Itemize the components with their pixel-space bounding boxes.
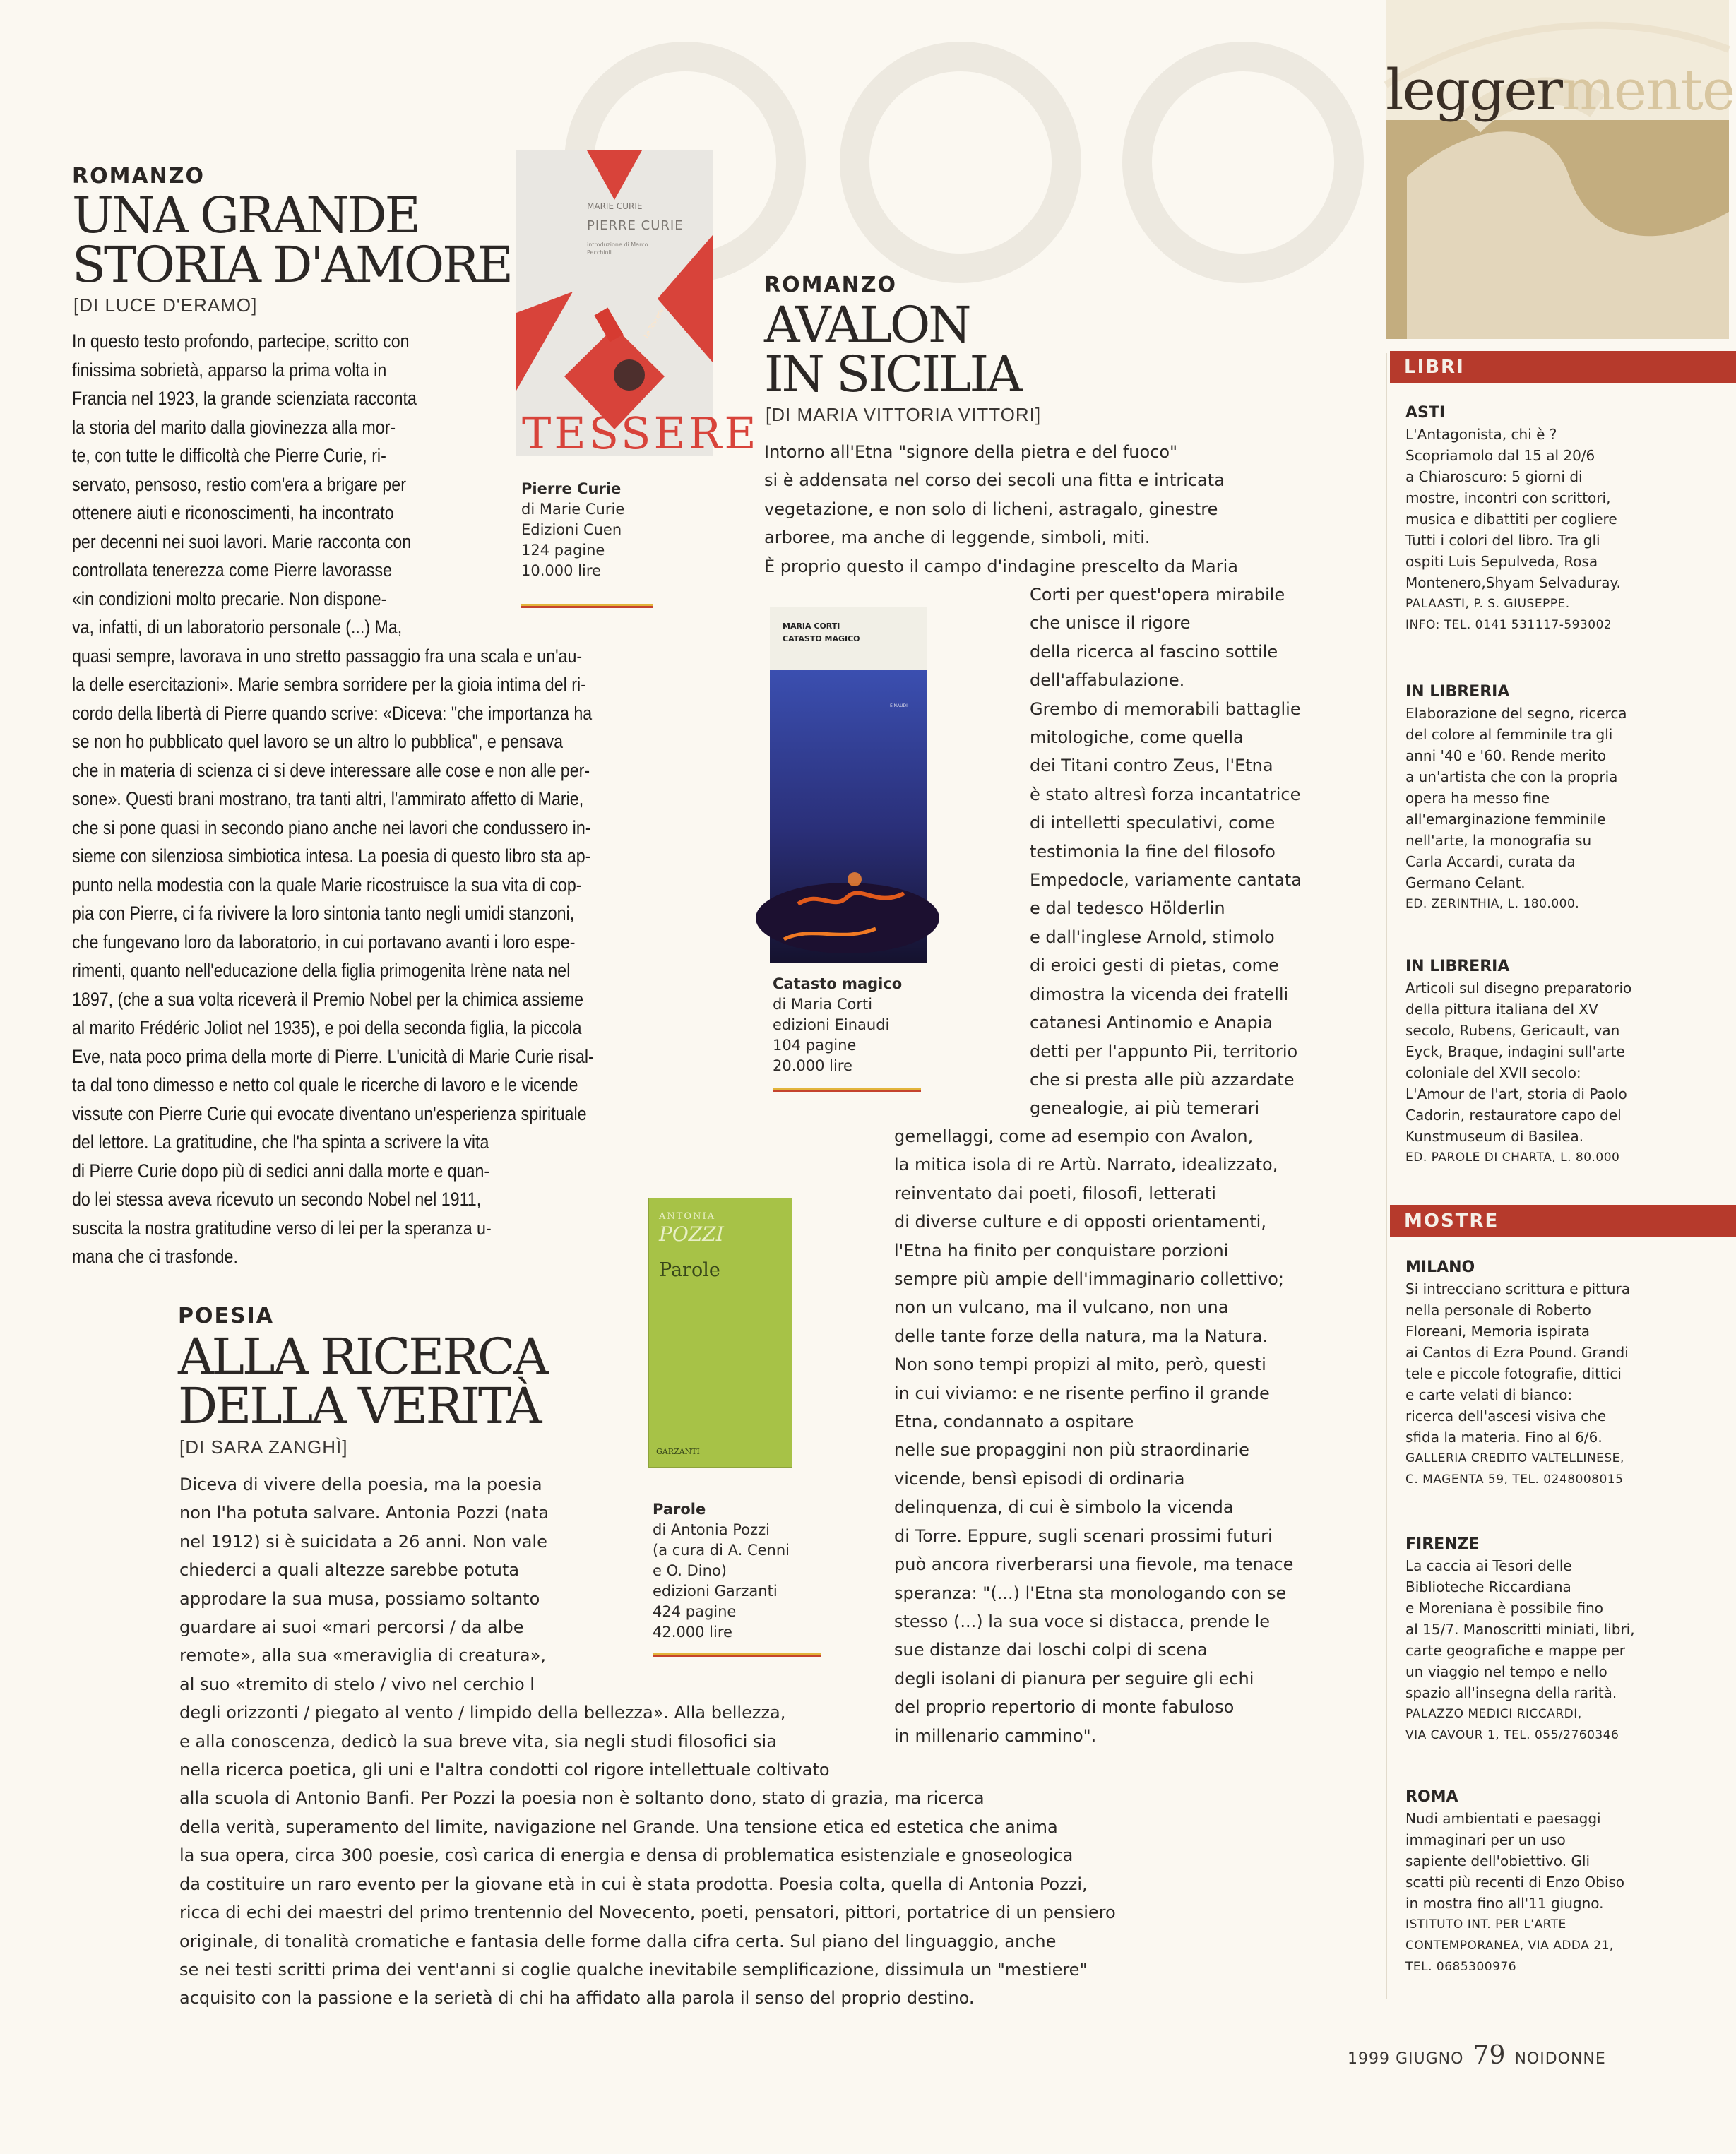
article2-body-line: Grembo di memorabili battaglie — [1030, 698, 1301, 719]
book2-cover — [770, 607, 927, 963]
book3-caption-title: Parole — [653, 1501, 706, 1518]
book2-cover-title: CATASTO MAGICO — [783, 634, 860, 643]
article1-body-line: Eve, nata poco prima della morte di Pierre. L'unicità di Marie Curie risal- — [72, 1045, 594, 1067]
article2-body-line: del proprio repertorio di monte fabuloso — [894, 1697, 1235, 1718]
sidebar-text-line: L'Antagonista, chi è ? — [1405, 426, 1557, 443]
article3-body-line: degli orizzonti / piegato al vento / limpido della bellezza». Alla bellezza, — [179, 1703, 786, 1723]
sidebar-roma-text — [1405, 1808, 1624, 1977]
book2-caption-pages: 104 pagine — [773, 1037, 857, 1054]
article2-body-line: di eroici gesti di pietas, come — [1030, 956, 1279, 976]
sidebar-text-line: ospiti Luis Sepulveda, Rosa — [1405, 553, 1598, 570]
article1-title-line: UNA GRANDE — [72, 186, 419, 244]
article3-body-line: la sua opera, circa 300 poesie, così carica di energia e densa di problematica esistenziale e gnoseologica — [179, 1845, 1074, 1866]
sidebar-info-line: GALLERIA CREDITO VALTELLINESE, — [1405, 1451, 1624, 1465]
article1-body-line: servato, pensoso, restio com'era a brigare per — [72, 473, 406, 495]
sidebar-asti — [1405, 403, 1621, 636]
article1-body-line: controllata tenerezza come Pierre lavorasse — [72, 559, 393, 581]
book3-caption-bar — [653, 1653, 821, 1657]
article2-body-line: sempre più ampie dell'immaginario collettivo; — [894, 1269, 1284, 1290]
article2-body-line: dimostra la vicenda dei fratelli — [1030, 984, 1289, 1004]
article3-body-line: originale, di tonalità cromatiche e fantasia delle forme dalla cifra certa. Sul piano del linguaggio, anche — [179, 1931, 1057, 1951]
article3-body-line: alla scuola di Antonio Banfi. Per Pozzi la poesia non è soltanto dono, stato di grazia, ma ricerca — [179, 1788, 985, 1809]
article2-body-line: degli isolani di pianura per seguire gli echi — [894, 1668, 1254, 1689]
article1-body-line: 1897, (che a sua volta riceverà il Premio Nobel per la chimica assieme — [72, 988, 584, 1010]
brand-word-light: mente — [1561, 57, 1735, 123]
article1-byline: [DI LUCE D'ERAMO] — [73, 294, 258, 316]
article2-body-line: di diverse culture e di opposti orientamenti, — [894, 1212, 1266, 1232]
sidebar-text-line: Eyck, Braque, indagini sull'arte — [1405, 1043, 1625, 1060]
article1-title — [72, 186, 511, 294]
article1-body-line: te, con tutte le difficoltà che Pierre Curie, ri- — [72, 445, 386, 466]
sidebar-text-line: Germano Celant. — [1405, 874, 1526, 891]
sidebar-text-line: del colore al femminile tra gli — [1405, 726, 1613, 743]
article2-body-line: testimonia la fine del filosofo — [1030, 841, 1276, 862]
article1-body-line: sieme con silenziosa simbiotica intesa. La poesia di questo libro sta ap- — [72, 845, 591, 867]
article2-title-line: IN SICILIA — [764, 345, 1021, 403]
article2-body-line: di Torre. Eppure, sugli scenari prossimi futuri — [894, 1525, 1273, 1546]
sidebar-firenze-title: FIRENZE — [1405, 1535, 1480, 1553]
article1-body-line: ottenere aiuti e riconoscimenti, ha incontrato — [72, 502, 394, 523]
article1-body-line: per decenni nei suoi lavori. Marie racconta con — [72, 530, 412, 552]
sidebar-text-line: coloniale del XVII secolo: — [1405, 1064, 1581, 1081]
sidebar-text-line: tele e piccole fotografie, dittici — [1405, 1365, 1622, 1382]
sidebar-text-line: opera ha messo fine — [1405, 790, 1550, 807]
article2-title-line: AVALON — [764, 296, 970, 354]
article3-body-line: guardare ai suoi «mari percorsi / da albe — [179, 1617, 524, 1638]
article3-body-line: remote», alla sua «meraviglia di creatura», — [179, 1646, 546, 1666]
article1-body-line: la storia del marito dalla giovinezza alla mor- — [72, 416, 396, 438]
article2-body-line: in cui viviamo: e ne risente perfino il grande — [894, 1383, 1270, 1403]
article3-body-line: della verità, superamento del limite, navigazione nel Grande. Una tensione etica ed estetica che anima — [179, 1816, 1058, 1837]
sidebar-milano-text — [1405, 1278, 1630, 1490]
book3-cover-publisher: GARZANTI — [656, 1447, 700, 1456]
sidebar-text-line: La caccia ai Tesori delle — [1405, 1557, 1572, 1574]
sidebar-text-line: ai Cantos di Ezra Pound. Grandi — [1405, 1344, 1629, 1361]
article2-body-line: la mitica isola di re Artù. Narrato, idealizzato, — [894, 1155, 1278, 1175]
article2-body-line: dei Titani contro Zeus, l'Etna — [1030, 756, 1273, 776]
article1-body-line: mana che ci trasfonde. — [72, 1246, 238, 1267]
article2-body-line: vicende, bensì episodi di ordinaria — [894, 1468, 1185, 1489]
article2-body-line: stesso (...) la sua voce si distacca, prende le — [894, 1611, 1271, 1631]
article2-body-line: può ancora riverberarsi una fievole, ma tenace — [894, 1554, 1294, 1575]
sidebar-asti-title: ASTI — [1405, 404, 1446, 422]
article3-kicker: POESIA — [178, 1304, 274, 1328]
article1-body-line: cordo della libertà di Pierre quando scrive: «Diceva: "che importanza ha — [72, 702, 593, 724]
sidebar-info-line: TEL. 0685300976 — [1405, 1960, 1517, 1974]
book3-cover — [648, 1198, 792, 1468]
article3-title-line: DELLA VERITÀ — [178, 1377, 540, 1435]
article1-body-line: va, infatti, di un laboratorio personale (...) Ma, — [72, 617, 403, 638]
book1-cover-series: TESSERE — [522, 407, 759, 459]
sidebar-text-line: nell'arte, la monografia su — [1405, 832, 1592, 849]
sidebar-firenze-text — [1405, 1555, 1635, 1746]
article1-body-line: do lei stessa aveva ricevuto un secondo Nobel nel 1911, — [72, 1189, 482, 1210]
sidebar-info-line: PALAZZO MEDICI RICCARDI, — [1405, 1707, 1582, 1721]
book3-caption-author: di Antonia Pozzi — [653, 1521, 770, 1538]
sidebar-info-line: INFO: TEL. 0141 531117-593002 — [1405, 618, 1612, 632]
book3-caption-publisher: edizioni Garzanti — [653, 1583, 778, 1600]
sidebar-text-line: in mostra fino all'11 giugno. — [1405, 1895, 1604, 1912]
sidebar-header-libri: LIBRI — [1390, 351, 1736, 383]
footer-date: 1999 GIUGNO — [1348, 2050, 1464, 2068]
book2-caption-bar — [773, 1088, 921, 1092]
article2-byline: [DI MARIA VITTORIA VITTORI] — [766, 404, 1042, 425]
book1-cover-title: PIERRE CURIE — [587, 218, 684, 233]
sidebar-text-line: sapiente dell'obiettivo. Gli — [1405, 1852, 1591, 1869]
book3-cover-author2: POZZI — [659, 1222, 724, 1246]
article2-body-line: nelle sue propaggini non più straordinarie — [894, 1440, 1249, 1460]
sidebar-info-line: ED. PAROLE DI CHARTA, L. 80.000 — [1405, 1150, 1620, 1165]
article3-body — [179, 1470, 1116, 2013]
article1-body-line: quasi sempre, lavorava in uno stretto passaggio fra una scala e un'au- — [72, 645, 583, 667]
article1-body-line: di Pierre Curie dopo più di sedici anni dalla morte e quan- — [72, 1160, 490, 1182]
sidebar-text-line: un viaggio nel tempo e nello — [1405, 1663, 1607, 1680]
masthead-ornament — [1386, 0, 1729, 339]
book2-caption — [773, 974, 902, 1076]
article1-body-line: rimenti, quanto nell'educazione della figlia primogenita Irène nata nel — [72, 960, 571, 981]
sidebar-libreria1 — [1405, 682, 1627, 915]
article2-body-line: catanesi Antinomio e Anapia — [1030, 1013, 1273, 1033]
sidebar-milano — [1405, 1257, 1630, 1490]
article3-body-line: non l'ha potuta salvare. Antonia Pozzi (nata — [179, 1503, 549, 1523]
article2-body-line: non un vulcano, ma il vulcano, non una — [894, 1297, 1229, 1318]
article2-body-line: Corti per quest'opera mirabile — [1030, 585, 1285, 605]
page-footer — [1348, 2041, 1606, 2070]
book1-caption-pages: 124 pagine — [521, 542, 605, 559]
article2-body-line: gemellaggi, come ad esempio con Avalon, — [894, 1126, 1254, 1146]
book3-caption — [653, 1499, 790, 1643]
sidebar-text-line: ricerca dell'ascesi visiva che — [1405, 1408, 1607, 1424]
book2-caption-title: Catasto magico — [773, 975, 903, 992]
book1-caption-author: di Marie Curie — [521, 501, 625, 518]
sidebar-text-line: all'emarginazione femminile — [1405, 811, 1606, 828]
book1-cover-author: MARIE CURIE — [587, 201, 643, 211]
sidebar-libreria1-text — [1405, 703, 1627, 915]
article1-body-line: sone». Questi brani mostrano, tra tanti altri, l'ammirato affetto di Marie, — [72, 788, 584, 809]
article1-body-line: vissute con Pierre Curie qui evocate diventano un'esperienza spirituale — [72, 1102, 587, 1124]
article2-body-intro — [764, 438, 1238, 581]
sidebar-text-line: scatti più recenti di Enzo Obiso — [1405, 1874, 1625, 1891]
article3-body-line: se nei testi scritti prima dei vent'anni si coglie qualche inevitabile semplificazione, dissimula un "mestiere" — [179, 1959, 1088, 1980]
book2-caption-author: di Maria Corti — [773, 996, 873, 1013]
article2-body-line: della ricerca al fascino sottile — [1030, 641, 1278, 662]
sidebar-text-line: musica e dibattiti per cogliere — [1405, 511, 1617, 528]
sidebar-text-line: della pittura italiana del XV — [1405, 1001, 1598, 1018]
book1-caption-title: Pierre Curie — [521, 480, 622, 497]
sidebar-text-line: immaginari per un uso — [1405, 1831, 1566, 1848]
article2-body-line: l'Etna ha finito per conquistare porzioni — [894, 1240, 1229, 1261]
book3-cover-title: Parole — [659, 1259, 720, 1281]
book2-cover-author: MARIA CORTI — [783, 621, 840, 631]
book3-caption-editor: (a cura di A. Cenni — [653, 1542, 790, 1559]
sidebar-info-line: ED. ZERINTHIA, L. 180.000. — [1405, 897, 1580, 911]
book1-cover-sub: introduzione di Marco Pecchioli — [587, 242, 648, 256]
sidebar-text-line: Biblioteche Riccardiana — [1405, 1578, 1571, 1595]
article2-body-line: che si presta alle più azzardate — [1030, 1069, 1295, 1090]
article1-body-line: «in condizioni molto precarie. Non dispone- — [72, 588, 387, 609]
sidebar-text-line: Montenero,Shyam Selvaduray. — [1405, 574, 1621, 591]
sidebar-roma — [1405, 1787, 1624, 1977]
article2-body-line: È proprio questo il campo d'indagine prescelto da Maria — [764, 556, 1238, 576]
sidebar-milano-title: MILANO — [1405, 1259, 1475, 1276]
sidebar-text-line: Articoli sul disegno preparatorio — [1405, 980, 1632, 996]
sidebar-info-line: ISTITUTO INT. PER L'ARTE — [1405, 1917, 1566, 1932]
article2-body-line: sue distanze dai loschi colpi di scena — [894, 1640, 1208, 1660]
sidebar-text-line: a Chiaroscuro: 5 giorni di — [1405, 468, 1583, 485]
article1-body-line: la delle esercitazioni». Marie sembra sorridere per la gioia intima del ri- — [72, 674, 586, 695]
article1-body-line: finissima sobrietà, apparso la prima volta in — [72, 359, 387, 381]
sidebar-libreria1-title: IN LIBRERIA — [1405, 683, 1510, 701]
article2-body-line: in millenario cammino". — [894, 1725, 1097, 1746]
sidebar-text-line: Kunstmuseum di Basilea. — [1405, 1128, 1584, 1145]
book1-caption-price: 10.000 lire — [521, 562, 601, 579]
article1-body-line: suscita la nostra gratitudine verso di lei per la speranza u- — [72, 1217, 492, 1239]
article1-title-line: STORIA D'AMORE — [72, 236, 511, 294]
footer-page-number: 79 — [1473, 2041, 1506, 2070]
article1-body — [72, 327, 594, 1271]
article2-body-line: e dall'inglese Arnold, stimolo — [1030, 927, 1275, 947]
sidebar-text-line: mostre, incontri con scrittori, — [1405, 489, 1611, 506]
article2-body-line: mitologiche, come quella — [1030, 727, 1244, 748]
article2-body-line: Empedocle, variamente cantata — [1030, 870, 1302, 891]
book3-caption-price: 42.000 lire — [653, 1624, 732, 1641]
article2-body-line: e dal tedesco Hölderlin — [1030, 898, 1225, 919]
article2-body-line: che unisce il rigore — [1030, 613, 1191, 633]
sidebar-text-line: Scopriamolo dal 15 al 20/6 — [1405, 447, 1595, 464]
sidebar-roma-title: ROMA — [1405, 1788, 1458, 1806]
article1-body-line: che si pone quasi in secondo piano anche nei lavori che condussero in- — [72, 816, 591, 838]
sidebar-text-line: carte geografiche e mappe per — [1405, 1642, 1625, 1659]
sidebar-asti-text — [1405, 424, 1621, 636]
book1-caption — [521, 479, 624, 581]
sidebar-text-line: a un'artista che con la propria — [1405, 768, 1618, 785]
article1-body-line: In questo testo profondo, partecipe, scritto con — [72, 331, 410, 352]
sidebar-text-line: e carte velati di bianco: — [1405, 1386, 1573, 1403]
sidebar-text-line: Carla Accardi, curata da — [1405, 853, 1576, 870]
article2-body-right — [1030, 581, 1302, 1123]
article2-body-line: Intorno all'Etna "signore della pietra e del fuoco" — [764, 442, 1178, 462]
article3-title — [178, 1328, 547, 1435]
sidebar-text-line: al 15/7. Manoscritti miniati, libri, — [1405, 1621, 1635, 1638]
sidebar-info-line: VIA CAVOUR 1, TEL. 055/2760346 — [1405, 1728, 1619, 1742]
sidebar-text-line: Tutti i colori del libro. Tra gli — [1405, 532, 1600, 549]
article2-body-line: arboree, ma anche di leggende, simboli, miti. — [764, 528, 1151, 548]
article3-body-line: chiederci a quali altezze sarebbe potuta — [179, 1560, 520, 1581]
article2-body-line: genealogie, ai più temerari — [1030, 1098, 1260, 1119]
article3-body-line: ricca di echi dei maestri del primo trentennio del Novecento, poeti, pensatori, pittori, portatrice di un pensiero — [179, 1903, 1116, 1923]
sidebar-text-line: Si intrecciano scrittura e pittura — [1405, 1280, 1630, 1297]
article3-body-line: Diceva di vivere della poesia, ma la poesia — [179, 1475, 542, 1494]
book3-caption-pages: 424 pagine — [653, 1603, 737, 1620]
sidebar-libreria2 — [1405, 956, 1631, 1168]
sidebar-libreria2-text — [1405, 977, 1631, 1168]
book3-cover-author: ANTONIA — [659, 1211, 715, 1222]
sidebar-text-line: e Moreniana è possibile fino — [1405, 1600, 1603, 1617]
sidebar-text-line: Floreani, Memoria ispirata — [1405, 1323, 1591, 1340]
article3-body-line: acquisito con la passione e la serietà di chi ha affidato alla parola il senso del proprio destino. — [179, 1988, 975, 2009]
sidebar-text-line: anni '40 e '60. Rende merito — [1405, 747, 1607, 764]
article3-byline: [DI SARA ZANGHÌ] — [179, 1436, 348, 1458]
article2-body-line: delle tante forze della natura, ma la Natura. — [894, 1326, 1268, 1346]
article2-kicker: ROMANZO — [764, 273, 898, 297]
book2-caption-publisher: edizioni Einaudi — [773, 1016, 890, 1033]
sidebar-info-line: PALAASTI, P. S. GIUSEPPE. — [1405, 597, 1570, 611]
article3-body-line: nella ricerca poetica, gli uni e l'altra condotti col rigore intellettuale coltivato — [179, 1760, 830, 1780]
book1-caption-bar — [521, 604, 653, 608]
sidebar-text-line: sfida la materia. Fino al 6/6. — [1405, 1429, 1603, 1446]
article2-body-line: di intelletti speculativi, come — [1030, 813, 1276, 833]
sidebar-rule — [1386, 353, 1387, 1999]
book1-caption-publisher: Edizioni Cuen — [521, 521, 622, 538]
book2-caption-price: 20.000 lire — [773, 1057, 852, 1074]
article2-body-line: reinventato dai poeti, filosofi, letterati — [894, 1183, 1216, 1203]
book1-cover — [516, 150, 759, 459]
article3-body-line: da costituire un raro evento per la giovane età in cui è stata prodotta. Poesia colta, quella di Antonia Pozzi, — [179, 1874, 1088, 1894]
sidebar-info-line: C. MAGENTA 59, TEL. 0248008015 — [1405, 1472, 1624, 1487]
sidebar-text-line: Cadorin, restauratore capo del — [1405, 1107, 1622, 1124]
article1-body-line: punto nella modestia con la quale Marie ricostruisce la sua vita di cop- — [72, 874, 582, 895]
article2-body-line: delinquenza, di cui è simbolo la vicenda — [894, 1497, 1234, 1518]
sidebar-header-mostre: MOSTRE — [1390, 1205, 1736, 1237]
article3-body-line: al suo «tremito di stelo / vivo nel cerchio l — [179, 1674, 535, 1694]
article2-body-line: si è addensata nel corso dei secoli una fitta e intricata — [764, 470, 1225, 491]
book2-cover-publisher: EINAUDI — [890, 703, 908, 708]
sidebar-libreria2-title: IN LIBRERIA — [1405, 958, 1510, 975]
sidebar-text-line: Elaborazione del segno, ricerca — [1405, 705, 1627, 722]
sidebar-text-line: secolo, Rubens, Gericault, van — [1405, 1022, 1620, 1039]
book2-cover-art — [770, 607, 927, 963]
article2-body-line: è stato altresì forza incantatrice — [1030, 784, 1301, 804]
book1-cover-badge: Le Tessere — [643, 307, 666, 340]
article1-body-line: Francia nel 1923, la grande scienziata racconta — [72, 388, 417, 409]
sidebar-text-line: Nudi ambientati e paesaggi — [1405, 1810, 1601, 1827]
article1-body-line: che in materia di scienza ci si deve interessare alle cose e non alle per- — [72, 759, 590, 781]
article3-body-line: e alla conoscenza, dedicò la sua breve vita, sia negli studi filosofici sia — [179, 1731, 777, 1751]
article2-body-line: detti per l'appunto Pii, territorio — [1030, 1041, 1298, 1061]
section-masthead — [1386, 0, 1735, 339]
article1-body-line: ta dal tono dimesso e netto col quale le ricerche di lavoro e le vicende — [72, 1074, 578, 1095]
article2-body-line: Etna, condannato a ospitare — [894, 1412, 1134, 1432]
article2-body-line: speranza: "(...) l'Etna sta monologando con se — [894, 1583, 1287, 1603]
footer-magazine: NOIDONNE — [1514, 2050, 1606, 2068]
article1-body-line: del lettore. La gratitudine, che l'ha spinta a scrivere la vita — [72, 1131, 489, 1153]
article2-title — [764, 296, 1021, 403]
article1-body-line: che fungevano loro da laboratorio, in cui portavano avanti i loro espe- — [72, 931, 576, 953]
sidebar-firenze — [1405, 1534, 1635, 1746]
article1-body-line: pia con Pierre, ci fa rivivere la loro sintonia tanto negli umidi stanzoni, — [72, 903, 575, 924]
article3-body-line: nel 1912) si è suicidata a 26 anni. Non vale — [179, 1531, 547, 1552]
article1-body-line: al marito Frédéric Joliot nel 1935), e poi della seconda figlia, la piccola — [72, 1017, 582, 1038]
article3-title-line: ALLA RICERCA — [178, 1328, 547, 1386]
article2-body-line: dell'affabulazione. — [1030, 670, 1185, 691]
article2-body-line: Non sono tempi propizi al mito, però, questi — [894, 1355, 1266, 1375]
article3-body-line: approdare la sua musa, possiamo soltanto — [179, 1588, 540, 1609]
article2-body-line: vegetazione, e non solo di licheni, astragalo, ginestre — [764, 499, 1218, 519]
sidebar-text-line: nella personale di Roberto — [1405, 1302, 1591, 1319]
article1-body-line: se non ho pubblicato quel lavoro se un altro lo pubblica", e pensava — [72, 731, 564, 752]
sidebar-text-line: spazio all'insegna della rarità. — [1405, 1684, 1617, 1701]
article1-kicker: ROMANZO — [72, 164, 206, 189]
sidebar-text-line: L'Amour de l'art, storia di Paolo — [1405, 1085, 1627, 1102]
sidebar-info-line: CONTEMPORANEA, VIA ADDA 21, — [1405, 1939, 1614, 1953]
brand-word-dark: legger — [1386, 57, 1562, 123]
book3-caption-editor2: e O. Dino) — [653, 1562, 727, 1579]
